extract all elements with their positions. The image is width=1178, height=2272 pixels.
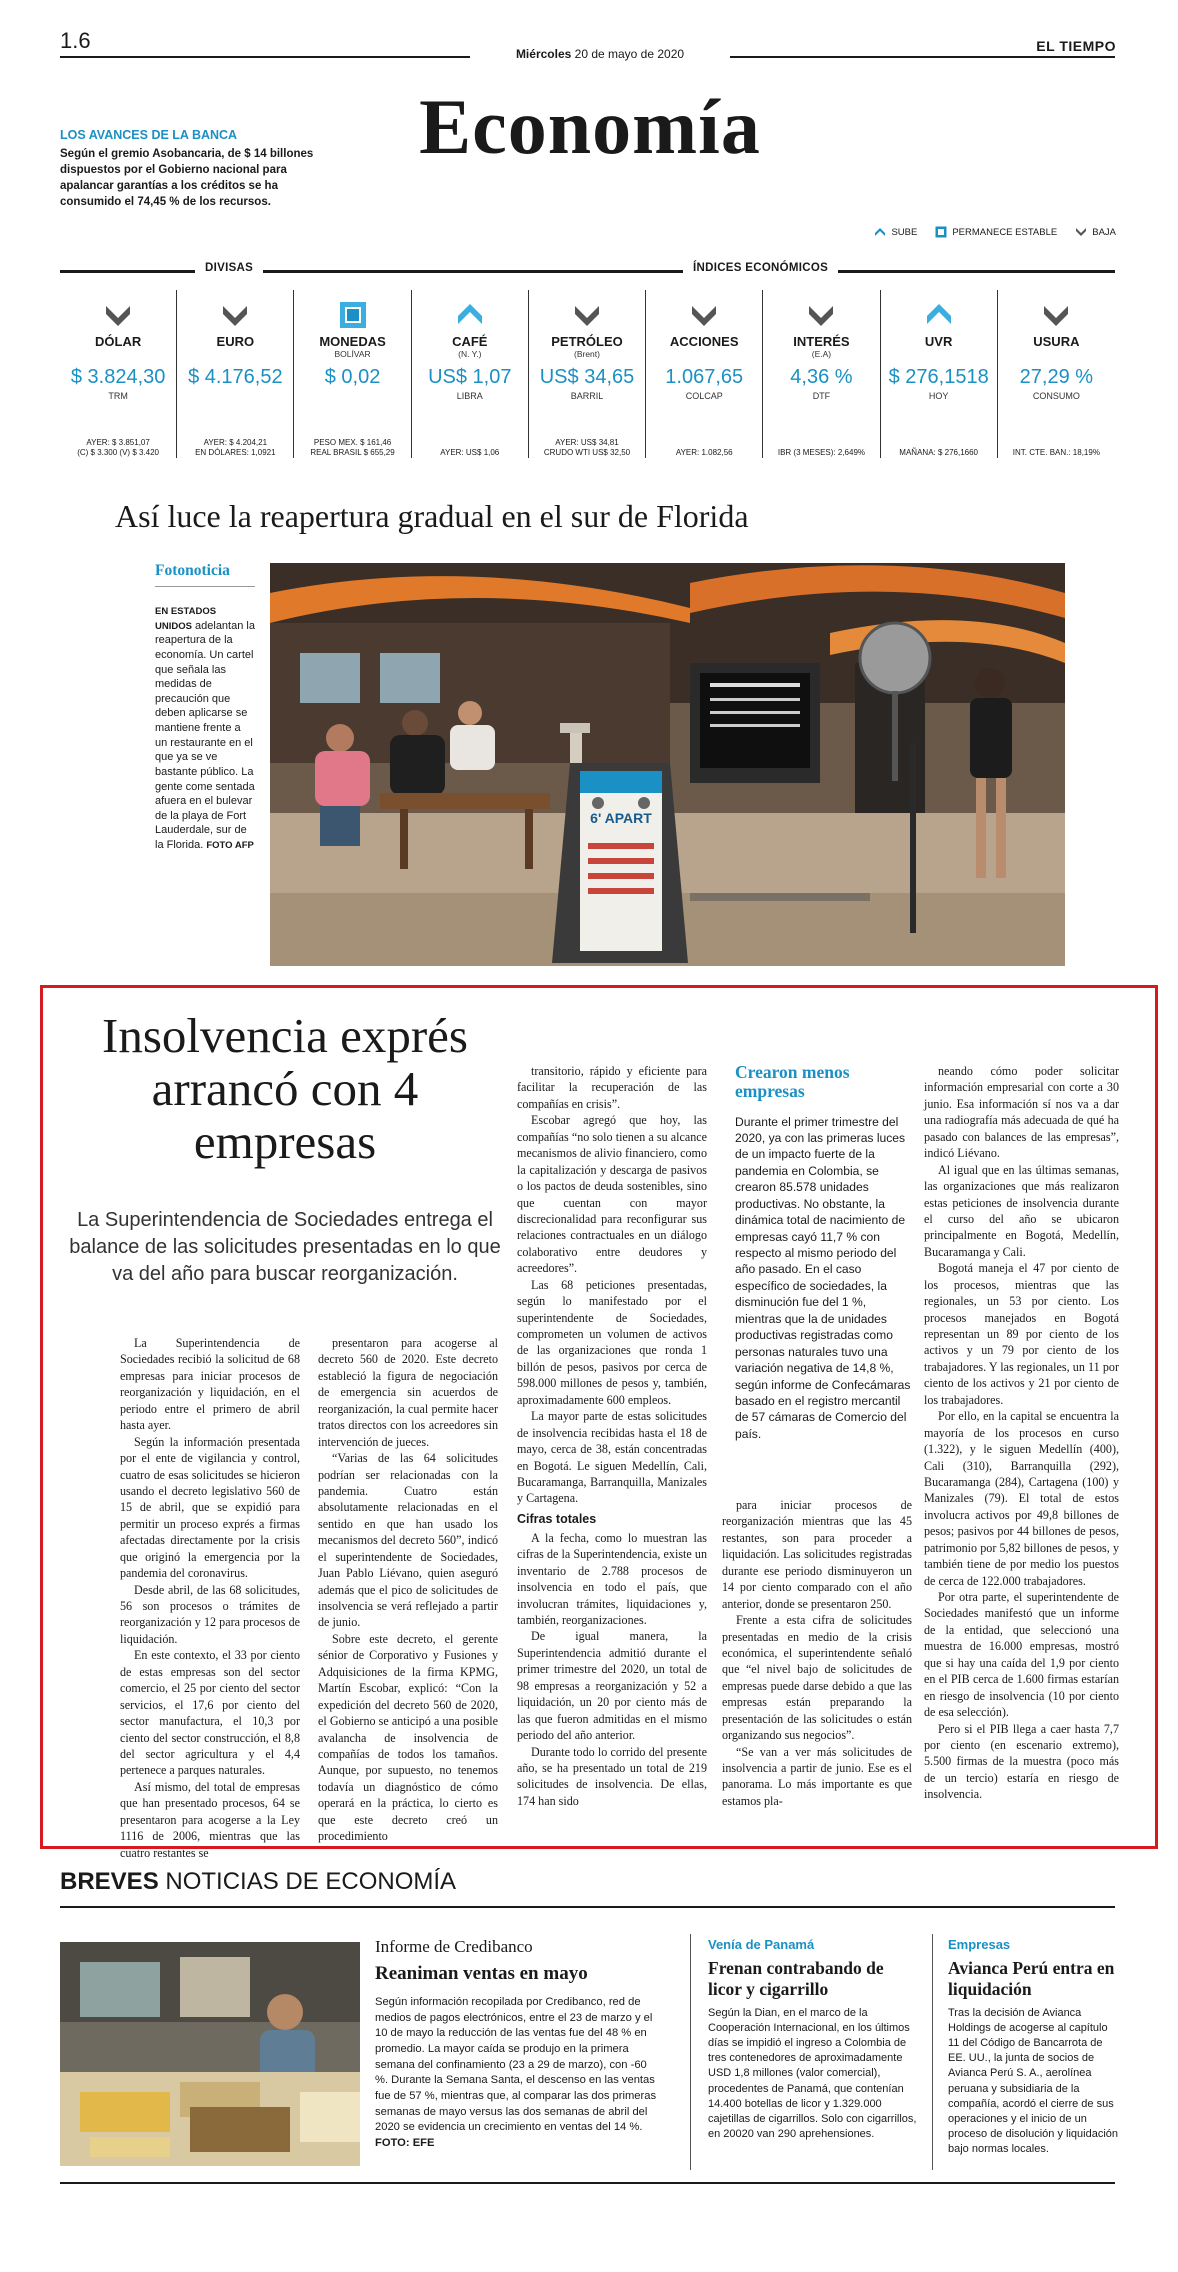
indicator-sub: (N. Y.) bbox=[458, 349, 482, 359]
article-column-1 bbox=[120, 1335, 300, 1861]
breve-2-text: Según la Dian, en el marco de la Cooperación Internacional, en los últimos días se impidió el ingreso a Colombia de tres contenedores de aproximadamente USD 1,8 millones (valor comercial), procedentes de Panamá, que contenían 14.400 botellas de licor y 1.329.000 cajetillas de cigarrillos. Solo con cigarrillos, en 20020 van 290 aprehensiones. bbox=[708, 2006, 917, 2141]
indicator-sub: BOLÍVAR bbox=[334, 349, 371, 359]
indicator-name: USURA bbox=[1033, 334, 1080, 349]
brand-name: EL TIEMPO bbox=[1036, 38, 1116, 54]
indicator-unit: TRM bbox=[108, 391, 128, 401]
paragraph: Al igual que en las últimas semanas, las organizaciones que más realizaron estas peticiones de insolvencia durante el curso del año se ubicaron principalmente en Bogotá, Medellín, Bucaramanga y Cali. bbox=[924, 1162, 1119, 1259]
indicator-value: US$ 1,07 bbox=[428, 366, 512, 388]
indicator-value: 1.067,65 bbox=[665, 366, 744, 388]
market-scene bbox=[60, 1942, 360, 2166]
photo-caption bbox=[155, 604, 255, 853]
paragraph: En este contexto, el 33 por ciento de estas empresas son del sector comercio, el 25 por ciento del sector servicios, el 17,6 por ciento del sector manufactura, el 10,3 por ciento del sector construcción, el 8,8 del sector agricultura y el 4,4 pertenece a parques naturales. bbox=[120, 1648, 300, 1778]
indicator-sub: (Brent) bbox=[574, 349, 600, 359]
legend-sube: SUBE bbox=[874, 226, 917, 238]
indicator-unit: COLCAP bbox=[685, 391, 723, 401]
indicator-unit: LIBRA bbox=[456, 391, 483, 401]
date-day: Miércoles bbox=[515, 47, 572, 61]
breve-3-text: Tras la decisión de Avianca Holdings de acogerse al capítulo 11 del Código de Bancarrota de EE. UU., la junta de socios de Avianca Perú S. A., aerolínea peruana y subsidiaria de la compañía, acordó el cierre de sus operaciones y el inicio de un proceso de disolución y liquidación bajo normas locales. bbox=[948, 2006, 1118, 2156]
paragraph: Por ello, en la capital se encuentra la mayoría de los procesos en curso (1.322), y le siguen Medellín (400), Cali (310), Barranquilla (292), Bucaramanga (284), Cartagena (100) y Manizales (79). El total de estos involucra activos por 49,8 billones de pesos; pasivos por 44 billones de pesos, patrimonio por 5,82 billones de pesos, y también tiene de por medio los puestos de cerca de 122.000 trabajadores. bbox=[924, 1409, 1119, 1588]
indicator-unit: BARRIL bbox=[570, 391, 604, 401]
breve-3-kicker: Empresas bbox=[948, 1937, 1011, 1952]
square-stable-icon bbox=[935, 226, 947, 238]
breve-1-credit: FOTO: EFE bbox=[375, 2137, 435, 2150]
indicator-sub: (E.A) bbox=[811, 349, 832, 359]
breve-3 bbox=[948, 1937, 1118, 2157]
indicator-value: $ 4.176,52 bbox=[188, 366, 283, 388]
paragraph: “Varias de las 64 solicitudes podrían ser relacionadas con la pandemia. Cuatro están absolutamente relacionadas en el sentido en que han usado los mecanismos del decreto 560”, indicó el superintendente de Sociedades, Juan Pablo Liévano, quien aseguró además que el pico de solicitudes de insolvencia se verá reflejado a partir de junio. bbox=[318, 1451, 498, 1630]
paragraph: “Se van a ver más solicitudes de insolvencia a partir de junio. Ese es el panorama. Lo más importante es que estamos pla- bbox=[722, 1744, 912, 1808]
paragraph: Desde abril, de las 68 solicitudes, 56 son procesos o trámites de reorganización y 12 para procesos de liquidación. bbox=[120, 1582, 300, 1646]
indicator-value: $ 0,02 bbox=[324, 366, 381, 388]
breves-divider bbox=[932, 1934, 933, 2170]
indicator-foot: MAÑANA: $ 276,1660 bbox=[899, 448, 979, 457]
indicator-6 bbox=[763, 290, 880, 458]
paragraph: Durante todo lo corrido del presente año, se ha presentado un total de 219 solicitudes de insolvencia. De ellas, 174 han sido bbox=[517, 1744, 707, 1808]
caption-text: adelantan la reapertura de la economía. Un cartel que señala las medidas de precaución que deben aplicarse se mantiene frente a un restaurante en el que ya se ve bastante público. La gente come sentada afuera en el bulevar de la playa de Fort Lauderdale, sur de la Florida. bbox=[155, 619, 255, 851]
paragraph: La Superintendencia de Sociedades recibió la solicitud de 68 empresas para iniciar procesos de reorganización y liquidación, en el periodo entre el primero de abril hasta ayer. bbox=[120, 1336, 300, 1433]
breve-2-kicker: Venía de Panamá bbox=[708, 1937, 815, 1952]
breve-1-title: Reaniman ventas en mayo bbox=[375, 1963, 588, 1984]
estable-trend-icon bbox=[338, 300, 368, 330]
indicator-unit: HOY bbox=[928, 391, 949, 401]
indicators-grid bbox=[60, 290, 1115, 458]
indicator-sub bbox=[177, 349, 293, 359]
indicator-name: DÓLAR bbox=[95, 334, 142, 349]
date-rest: 20 de mayo de 2020 bbox=[574, 47, 685, 61]
indicator-foot: INT. CTE. BAN.: 18,19% bbox=[1012, 448, 1100, 457]
fotonoticia-kicker: Fotonoticia bbox=[155, 562, 255, 587]
indicator-name: CAFÉ bbox=[452, 334, 488, 349]
legend-estable: PERMANECE ESTABLE bbox=[935, 226, 1057, 238]
up-chevron-icon bbox=[874, 226, 886, 238]
breve-2 bbox=[708, 1937, 920, 2142]
legend-baja: BAJA bbox=[1075, 226, 1116, 238]
sube-trend-icon bbox=[924, 300, 954, 330]
indicator-sub bbox=[646, 349, 762, 359]
sign-text: 6' APART bbox=[590, 810, 652, 826]
indices-label: ÍNDICES ECONÓMICOS bbox=[683, 262, 838, 274]
article-column-3 bbox=[517, 1063, 707, 1809]
sube-trend-icon bbox=[455, 300, 485, 330]
baja-trend-icon bbox=[103, 300, 133, 330]
baja-trend-icon bbox=[806, 300, 836, 330]
indicator-foot: AYER: US$ 1,06 bbox=[440, 448, 500, 457]
banca-title: LOS AVANCES DE LA BANCA bbox=[60, 128, 238, 142]
indicator-8 bbox=[998, 290, 1115, 458]
down-chevron-icon bbox=[1075, 226, 1087, 238]
indicator-unit: CONSUMO bbox=[1032, 391, 1080, 401]
indicator-foot: AYER: $ 3.851,07 (C) $ 3.300 (V) $ 3.420 bbox=[77, 438, 160, 457]
paragraph: neando cómo poder solicitar información empresarial con corte a 30 junio. Esa información sí nos va a dar una radiografía más adecuada de qué ha pasado con balances de las empresas”, indicó Liévano. bbox=[924, 1064, 1119, 1161]
paragraph: presentaron para acogerse al decreto 560 de 2020. Este decreto estableció la figura de negociación de emergencia sin acuerdos de reorganización, la cual permite hacer tratos directos con los acreedores sin intervención de jueces. bbox=[318, 1336, 498, 1449]
paragraph: Las 68 peticiones presentadas, según lo manifestado por el superintendente de Sociedades, comprometen un volumen de activos de las organizaciones que ronda 1 billón de pesos, pasivos por cerca de 598.000 millones de pesos y, también, aproximadamente 600 empleos. bbox=[517, 1277, 707, 1407]
indicator-4 bbox=[529, 290, 646, 458]
paragraph: Así mismo, del total de empresas que han presentado procesos, 64 se presentaron para acogerse a la Ley 1116 de 2006, mientras que las cuatro restantes se bbox=[120, 1779, 300, 1860]
indicator-5 bbox=[646, 290, 763, 458]
restaurant-photo bbox=[270, 563, 1065, 966]
indicator-name: MONEDAS bbox=[319, 334, 386, 349]
indicator-1 bbox=[177, 290, 294, 458]
indicator-value: $ 3.824,30 bbox=[70, 366, 166, 388]
indicator-sub bbox=[881, 349, 997, 359]
photo-headline: Así luce la reapertura gradual en el sur de Florida bbox=[115, 498, 749, 534]
indicator-foot: AYER: 1.082,56 bbox=[675, 448, 733, 457]
article-column-2 bbox=[318, 1335, 498, 1845]
paragraph: La mayor parte de estas solicitudes de insolvencia recibidas hasta el 18 de mayo, cerca de 38, están concentradas en Bogotá. Le siguen Medellín, Cali, Bucaramanga, Barranquilla, Manizales y Cartagena. bbox=[517, 1409, 707, 1506]
sidebar-box-title: Crearon menos empresas bbox=[735, 1062, 850, 1102]
breve-1-kicker: Informe de Credibanco bbox=[375, 1937, 533, 1956]
paragraph: Sobre este decreto, el gerente sénior de Corporativo y Fusiones y Adquisiciones de la firma KPMG, Martín Escobar, explicó: “Con la expedición del decreto 560 de 2020, el Gobierno se anticipó a una posible avalancha de insolvencia de compañías de todos los tamaños. Aunque, por supuesto, no tenemos todavía un diagnóstico de cómo operará en la práctica, lo cierto es que este decreto creó un procedimiento bbox=[318, 1631, 498, 1844]
page-number: 1.6 bbox=[60, 28, 91, 53]
indicator-0 bbox=[60, 290, 177, 458]
trend-legend bbox=[874, 226, 1116, 238]
breve-3-title: Avianca Perú entra en liquidación bbox=[948, 1958, 1115, 2000]
indicator-value: US$ 34,65 bbox=[539, 366, 635, 388]
indicator-value: $ 276,1518 bbox=[888, 366, 989, 388]
article-title: Insolvencia exprés arrancó con 4 empresas bbox=[102, 1008, 468, 1169]
indicator-value: 27,29 % bbox=[1019, 366, 1094, 388]
indicator-foot: PESO MEX. $ 161,46 REAL BRASIL $ 655,29 bbox=[310, 438, 395, 457]
indicator-foot: IBR (3 MESES): 2,649% bbox=[777, 448, 866, 457]
paragraph: A la fecha, como lo muestran las cifras de la Superintendencia, existe un inventario de 2.788 procesos de insolvencia en todo el país, que involucran trámites, liquidaciones y, también, reorganizaciones. bbox=[517, 1530, 707, 1627]
sidebar-box bbox=[735, 1063, 915, 1442]
indicator-name: UVR bbox=[924, 334, 953, 349]
baja-trend-icon bbox=[220, 300, 250, 330]
indicator-2 bbox=[294, 290, 411, 458]
market-photo bbox=[60, 1942, 360, 2166]
baja-trend-icon bbox=[1041, 300, 1071, 330]
paragraph: transitorio, rápido y eficiente para facilitar la recuperación de las compañías en crisis”. bbox=[517, 1064, 707, 1111]
date-line bbox=[470, 47, 730, 61]
paragraph: Frente a esta cifra de solicitudes presentadas en medio de la crisis económica, el superintendente señaló que “el nivel bajo de solicitudes de empresas puede darse debido a que las empresas están preparando la presentación de las solicitudes o están organizando sus negocios”. bbox=[722, 1613, 912, 1743]
baja-trend-icon bbox=[689, 300, 719, 330]
divisas-label: DIVISAS bbox=[195, 262, 263, 274]
indicator-foot: AYER: US$ 34,81 CRUDO WTI US$ 32,50 bbox=[543, 438, 631, 457]
indicator-name: ACCIONES bbox=[669, 334, 739, 349]
column-3-bottom bbox=[517, 1530, 707, 1809]
paragraph: Por otra parte, el superintendente de Sociedades manifestó que un informe de la entidad, que seleccionó una muestra de 16.000 empresas, mostró que si hay una caída del 1,9 por ciento en el PIB cerca de 1.600 firmas estarían en riesgo de insolvencia (10 por ciento de esa selección). bbox=[924, 1590, 1119, 1720]
breves-label: BREVES NOTICIAS DE ECONOMÍA bbox=[60, 1868, 457, 1895]
indicator-sub bbox=[998, 349, 1115, 359]
article-column-4 bbox=[722, 1497, 912, 1809]
indicator-foot: AYER: $ 4.204,21 EN DÓLARES: 1,0921 bbox=[195, 438, 276, 457]
bottom-rule bbox=[60, 2182, 1115, 2184]
paragraph: Según la información presentada por el ente de vigilancia y control, cuatro de esas solicitudes se hicieron usando el decreto legislativo 560 de 15 de abril, que se expidió para permitir un proceso exprés a firmas afectadas directamente por la crisis que originó la emergencia por la pandemia del coronavirus. bbox=[120, 1434, 300, 1581]
indicator-3 bbox=[412, 290, 529, 458]
cifras-subhead: Cifras totales bbox=[517, 1511, 597, 1526]
restaurant-scene bbox=[270, 563, 1065, 966]
banca-text: Según el gremio Asobancaria, de $ 14 billones dispuestos por el Gobierno nacional para apalancar garantías a los créditos se ha consumido el 74,45 % de los recursos. bbox=[60, 148, 314, 208]
indicator-value: 4,36 % bbox=[790, 366, 853, 388]
section-title: Economía bbox=[419, 83, 761, 170]
breve-1-text: Según información recopilada por Credibanco, red de medios de pagos electrónicos, entre el 23 de marzo y el 10 de mayo la reducción de las ventas fue del 48 % en promedio. La mayor caída se produjo en la primera semana del confinamiento (23 a 29 de marzo), con -60 %. Durante la Semana Santa, el descenso en las ventas fue de 57 %, mientras que, al comparar las dos primeras semanas de mayo versus las dos semanas de abril del 2020 se evidencia un crecimiento en ventas del 14 %. FOTO: EFE bbox=[375, 1996, 657, 2150]
article-subtitle: La Superintendencia de Sociedades entrega el balance de las solicitudes presentadas en lo que va del año para buscar reorganización. bbox=[69, 1209, 501, 1285]
indicator-sub bbox=[60, 349, 176, 359]
breves-divider bbox=[690, 1934, 691, 2170]
caption-credit: FOTO AFP bbox=[206, 840, 254, 851]
paragraph: Pero si el PIB llega a caer hasta 7,7 por ciento (en escenario extremo), 5.500 firmas de la muestra (poco más de un tercio) estaría en riesgo de insolvencia. bbox=[924, 1721, 1119, 1802]
article-column-5 bbox=[924, 1063, 1119, 1803]
baja-trend-icon bbox=[572, 300, 602, 330]
breves-rule bbox=[60, 1906, 1115, 1908]
sidebar-box-text: Durante el primer trimestre del 2020, ya con las primeras luces de un impacto fuerte de la pandemia en Colombia, se crearon 85.578 unidades productivas. No obstante, la dinámica total de nacimiento de empresas cayó 11,7 % con respecto al mismo periodo del año pasado. En el caso específico de sociedades, la disminución fue del 1 %, mientras que la de unidades productivas registradas como personas naturales tuvo una variación negativa de 14,8 %, según informe de Confecámaras basado en el registro mercantil de 57 cámaras de Comercio del país. bbox=[735, 1114, 911, 1441]
indicator-7 bbox=[881, 290, 998, 458]
paragraph: para iniciar procesos de reorganización mientras que las 45 restantes, son para proceder a liquidación. Las solicitudes registradas durante ese periodo disminuyeron un 14 por ciento comparado con el año anterior, donde se presentaron 250. bbox=[722, 1498, 912, 1611]
paragraph: Escobar agregó que hoy, las compañías “no solo tienen a su alcance mecanismos de alivio financiero, como la capitalización y descarga de pasivos o los pactos de deuda sostenibles, sino que cuentan con mayor discrecionalidad para reconfigurar sus relaciones contractuales en un diálogo colaborativo entre deudores y acreedores”. bbox=[517, 1113, 707, 1276]
paragraph: De igual manera, la Superintendencia admitió durante el primer trimestre del 2020, un total de 98 empresas a reorganización y 52 a liquidación, un 20 por ciento más de las que fueron admitidas en el mismo periodo del año anterior. bbox=[517, 1629, 707, 1743]
indicator-name: INTERÉS bbox=[793, 334, 850, 349]
column-3-top bbox=[517, 1063, 707, 1507]
paragraph: Bogotá maneja el 47 por ciento de los procesos, mientras que las regionales, un 53 por ciento. Los procesos manejados en Bogotá representan un 89 por ciento de los activos y un 79 por ciento de los trabajadores. Y las regionales, un 11 por ciento de los activos y 21 por ciento de los trabajadores. bbox=[924, 1261, 1119, 1407]
indicator-unit: DTF bbox=[812, 391, 831, 401]
indicator-name: EURO bbox=[216, 334, 255, 349]
breve-2-title: Frenan contrabando de licor y cigarrillo bbox=[708, 1958, 884, 2000]
caption-lead: EN ESTADOS UNIDOS bbox=[155, 606, 217, 632]
indicator-name: PETRÓLEO bbox=[551, 334, 623, 349]
